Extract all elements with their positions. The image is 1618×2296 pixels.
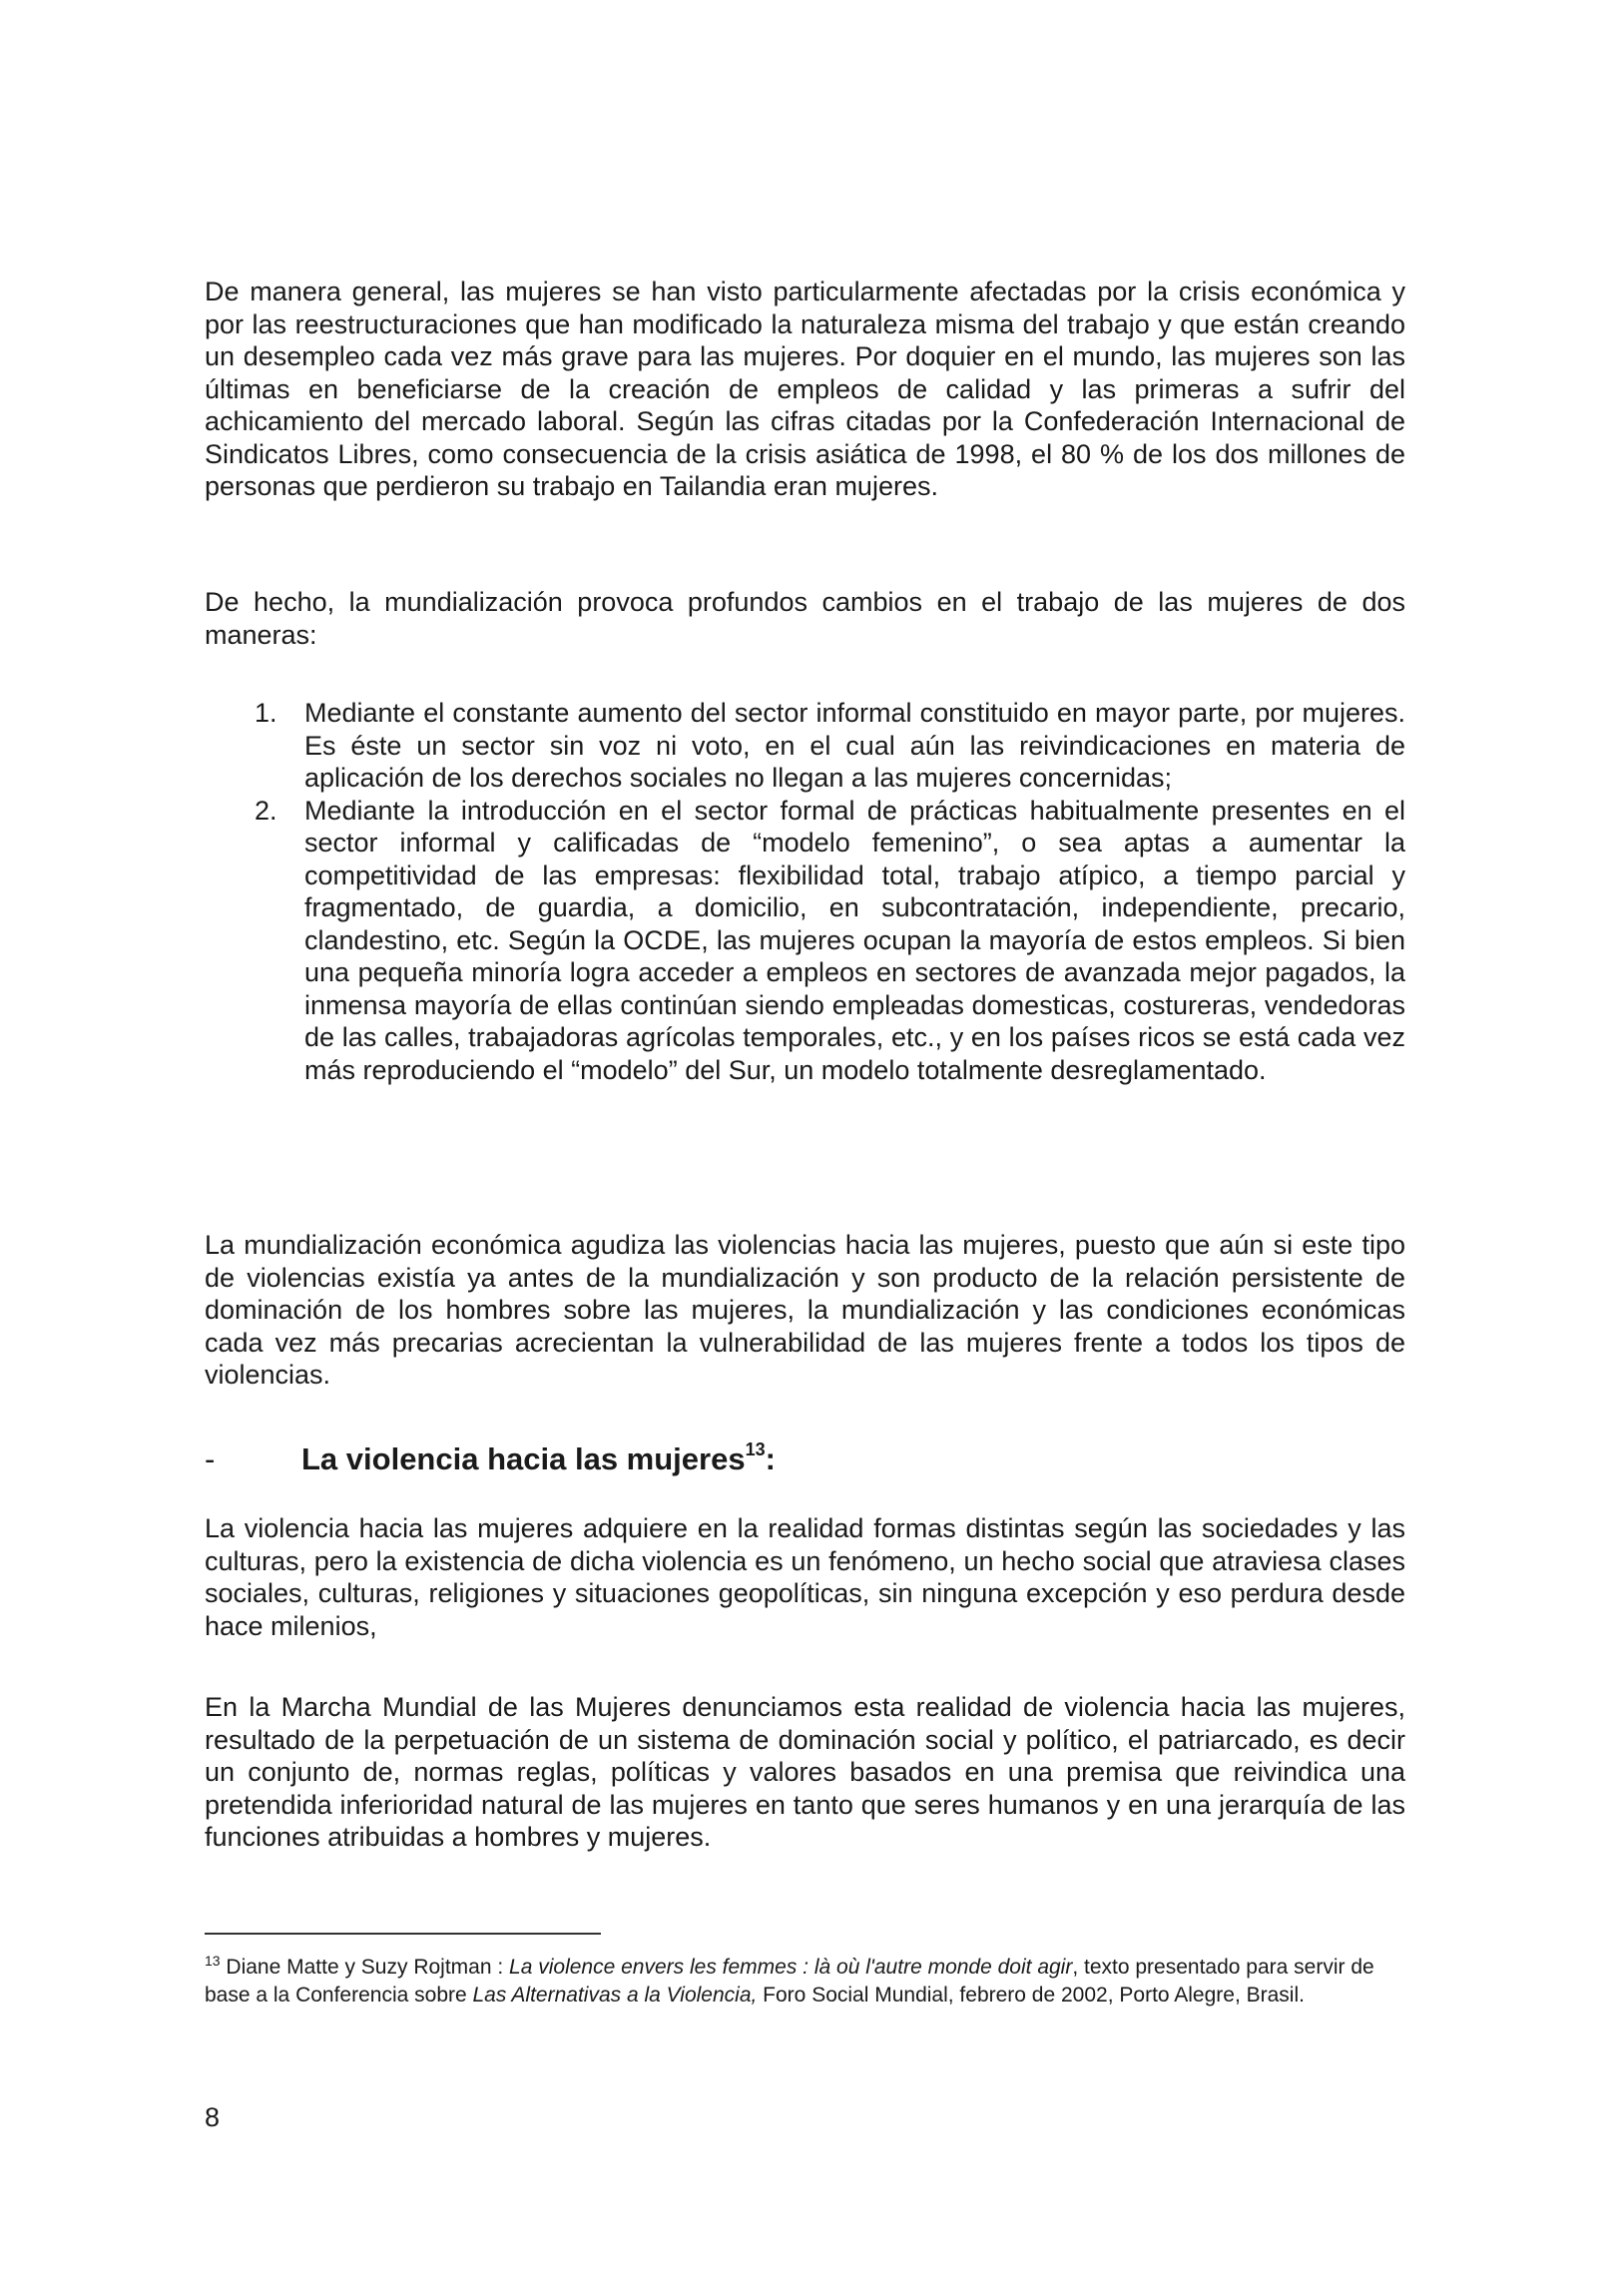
footnote [205, 1947, 1405, 2009]
footnote-end: Foro Social Mundial, febrero de 2002, Porto Alegre, Brasil. [757, 1984, 1305, 2007]
section-heading [205, 1439, 776, 1477]
footnote-title: La violence envers les femmes : là où l'autre monde doit agir [509, 1956, 1073, 1979]
footnote-authors: Diane Matte y Suzy Rojtman : [220, 1956, 510, 1979]
list-number: 2. [255, 795, 277, 826]
list-item [205, 697, 1405, 795]
numbered-list [205, 697, 1405, 1086]
paragraph-mundializacion-cambios: De hecho, la mundialización provoca profundos cambios en el trabajo de las mujeres de dos maneras: [205, 587, 1405, 650]
footnote-mark: 13 [205, 1953, 221, 1969]
list-item [205, 795, 1405, 1087]
footnote-separator [205, 1933, 601, 1935]
paragraph-formas-violencia: La violencia hacia las mujeres adquiere en la realidad formas distintas según las sociedades y las culturas, pero la existencia de dicha violencia es un fenómeno, un hecho social que atraviesa clases sociales, culturas, religiones y situaciones geopolíticas, sin ninguna excepción y eso perdura desde hace milenios, [205, 1513, 1405, 1641]
paragraph-violencias-mundializacion: La mundialización económica agudiza las violencias hacia las mujeres, puesto que aún si este tipo de violencias existía ya antes de la mundialización y son producto de la relación persistente de dominación de los hombres sobre las mujeres, la mundialización y las condiciones económicas cada vez más precarias acrecientan la vulnerabilidad de las mujeres frente a todos los tipos de violencias. [205, 1230, 1405, 1390]
footnote-conference: Las Alternativas a la Violencia, [472, 1984, 758, 2007]
heading-colon: : [765, 1441, 776, 1476]
paragraph-crisis-economica: De manera general, las mujeres se han visto particularmente afectadas por la crisis económica y por las reestructuraciones que han modificado la naturaleza misma del trabajo y que están creando un desempleo cada vez más grave para las mujeres. Por doquier en el mundo, las mujeres son las últimas en beneficiarse de la creación de empleos de calidad y las primeras a sufrir del achicamiento del mercado laboral. Según las cifras citadas por la Confederación Internacional de Sindicatos Libres, como consecuencia de la crisis asiática de 1998, el 80 % de los dos millones de personas que perdieron su trabajo en Tailandia eran mujeres. [205, 277, 1405, 501]
heading-text: La violencia hacia las mujeres [301, 1441, 746, 1476]
footnote-mid: , texto presentado para servir de base a la Conferencia sobre [205, 1956, 1374, 2007]
list-number: 1. [255, 698, 277, 728]
page-number: 8 [205, 2102, 221, 2132]
list-item-text: Mediante el constante aumento del sector informal constituido en mayor parte, por mujeres. Es éste un sector sin voz ni voto, en el cual aún las reivindicaciones en materia de aplicación de los derechos sociales no llegan a las mujeres concernidas; [304, 698, 1405, 793]
heading-dash: - [205, 1441, 216, 1476]
footnote-reference: 13 [745, 1439, 766, 1459]
list-item-text: Mediante la introducción en el sector formal de prácticas habitualmente presentes en el sector informal y calificadas de “modelo femenino”, o sea aptas a aumentar la competitividad de las empresas: flexibilidad total, trabajo atípico, a tiempo parcial y fragmentado, de guardia, a domicilio, en subcontratación, independiente, precario, clandestino, etc. Según la OCDE, las mujeres ocupan la mayoría de estos empleos. Si bien una pequeña minoría logra acceder a empleos en sectores de avanzada mejor pagados, la inmensa mayoría de ellas continúan siendo empleadas domesticas, costureras, vendedoras de las calles, trabajadoras agrícolas temporales, etc., y en los países ricos se está cada vez más reproduciendo el “modelo” del Sur, un modelo totalmente desreglamentado. [304, 795, 1405, 1085]
paragraph-marcha-mundial: En la Marcha Mundial de las Mujeres denunciamos esta realidad de violencia hacia las mujeres, resultado de la perpetuación de un sistema de dominación social y político, el patriarcado, es decir un conjunto de, normas reglas, políticas y valores basados en una premisa que reivindica una pretendida inferioridad natural de las mujeres en tanto que seres humanos y en una jerarquía de las funciones atribuidas a hombres y mujeres. [205, 1692, 1405, 1852]
